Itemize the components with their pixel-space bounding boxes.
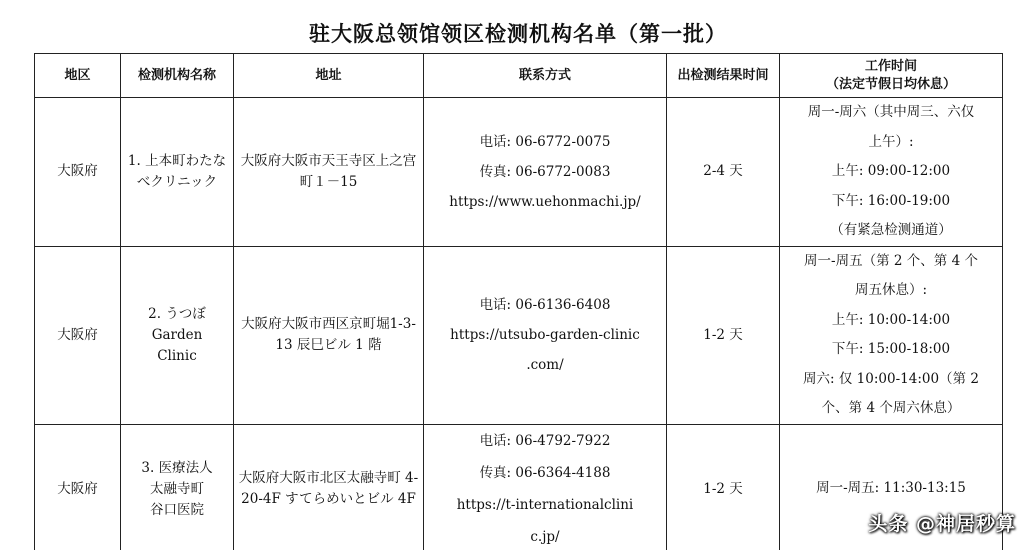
cell-region: 大阪府 xyxy=(35,424,121,550)
website-link[interactable]: https://t-internationalclini xyxy=(456,497,634,513)
phone-text: 电话: 06-6136-6408 xyxy=(479,297,611,313)
hours-line: 周五休息）: xyxy=(854,282,928,298)
header-contact: 联系方式 xyxy=(424,54,667,98)
page-title: 驻大阪总领馆领区检测机构名单（第一批） xyxy=(309,22,727,46)
header-hours-title: 工作时间 xyxy=(864,58,917,74)
cell-name xyxy=(121,98,234,247)
institution-name: 1. 上本町わたなべクリニック xyxy=(127,152,227,190)
cell-contact xyxy=(424,246,667,424)
watermark-text: 头条 @神居秒算 xyxy=(868,513,1016,535)
hours-line: 周六: 仅 10:00-14:00（第 2 xyxy=(803,370,979,387)
website-link[interactable]: https://utsubo-garden-clinic xyxy=(450,327,640,343)
institution-address: 大阪府大阪市天王寺区上之宫町１－15 xyxy=(240,152,417,190)
institution-name-line: 3. 医療法人 xyxy=(141,459,213,476)
cell-hours xyxy=(780,246,1003,424)
cell-address xyxy=(234,246,424,424)
table-row xyxy=(35,424,1003,550)
hours-line: 下午: 15:00-18:00 xyxy=(831,341,951,357)
hours-line: 个、第 4 个周六休息） xyxy=(821,400,961,416)
fax-text: 传真: 06-6364-4188 xyxy=(479,465,611,481)
fax-text: 传真: 06-6772-0083 xyxy=(479,163,611,180)
cell-hours xyxy=(780,98,1003,247)
cell-name xyxy=(121,424,234,550)
table-row xyxy=(35,246,1003,424)
hours-line: 下午: 16:00-19:00 xyxy=(831,192,951,209)
hours-line: 周一-周五: 11:30-13:15 xyxy=(816,480,966,497)
institution-name-line: 2. うつぼ xyxy=(148,305,206,322)
cell-region: 大阪府 xyxy=(35,98,121,247)
institution-name-line: Clinic xyxy=(157,347,197,364)
institution-address: 大阪府大阪市西区京町堀1-3-13 辰巳ビル 1 階 xyxy=(241,316,416,353)
cell-contact xyxy=(424,98,667,247)
cell-region: 大阪府 xyxy=(35,246,121,424)
cell-result-time: 1-2 天 xyxy=(667,424,780,550)
hours-line: 周一-周五（第 2 个、第 4 个 xyxy=(804,252,978,269)
table-row xyxy=(35,98,1003,247)
header-hours-note: （法定节假日均休息） xyxy=(825,76,956,92)
website-link-continued[interactable]: .com/ xyxy=(526,357,564,373)
website-link[interactable]: https://www.uehonmachi.jp/ xyxy=(449,193,641,210)
phone-text: 电话: 06-4792-7922 xyxy=(479,433,611,449)
website-link-continued[interactable]: c.jp/ xyxy=(530,529,560,545)
cell-address xyxy=(234,98,424,247)
hours-line: 上午: 09:00-12:00 xyxy=(831,163,951,179)
institution-address: 大阪府大阪市北区太融寺町 4-20-4F すてらめいとビル 4F xyxy=(238,470,419,507)
hours-line: 周一-周六（其中周三、六仅 xyxy=(807,104,975,120)
hours-line: 上午）: xyxy=(868,133,914,150)
cell-contact xyxy=(424,424,667,550)
header-address: 地址 xyxy=(234,54,424,98)
header-region: 地区 xyxy=(35,54,121,98)
institution-name-line: 太融寺町 xyxy=(150,480,204,497)
cell-address xyxy=(234,424,424,550)
cell-result-time: 1-2 天 xyxy=(667,246,780,424)
header-hours xyxy=(780,54,1003,98)
hours-line: 上午: 10:00-14:00 xyxy=(831,311,951,328)
phone-text: 电话: 06-6772-0075 xyxy=(479,133,611,150)
institution-name-line: 谷口医院 xyxy=(150,501,204,518)
hours-line: （有紧急检测通道） xyxy=(830,222,952,238)
table-header-row xyxy=(35,54,1003,98)
cell-name xyxy=(121,246,234,424)
testing-institutions-table xyxy=(34,53,1003,550)
header-name: 检测机构名称 xyxy=(121,54,234,98)
cell-result-time: 2-4 天 xyxy=(667,98,780,247)
header-result-time: 出检测结果时间 xyxy=(667,54,780,98)
institution-name-line: Garden xyxy=(151,326,203,343)
